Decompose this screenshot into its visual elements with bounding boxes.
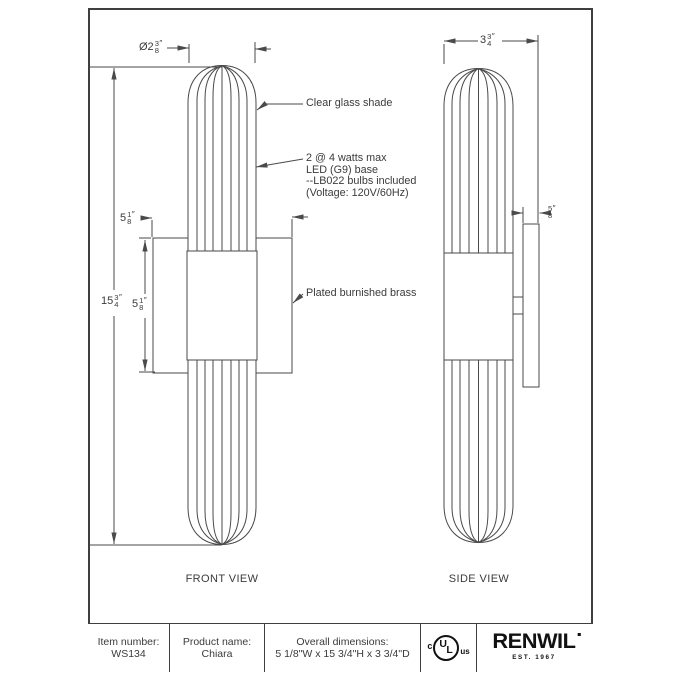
dim-unit: ″ — [491, 32, 495, 41]
ul-circle-icon — [433, 635, 459, 661]
dim-denominator: 4 — [487, 39, 492, 49]
ul-certification-cell — [421, 624, 477, 672]
annotation-bulb-spec — [306, 153, 416, 199]
ul-c-mark: c — [427, 640, 433, 651]
dim-denominator: 8 — [127, 217, 132, 227]
front-view-label: FRONT VIEW — [185, 573, 259, 585]
dim-numerator: 1 — [127, 210, 132, 219]
brand-established: EST. 1967 — [512, 653, 556, 661]
side-arm-connector — [513, 297, 523, 314]
dim-total-height — [101, 294, 122, 308]
dim-backplate-width — [120, 211, 135, 225]
side-view-label: SIDE VIEW — [448, 573, 510, 585]
annotation-brass-finish: Plated burnished brass — [306, 287, 417, 299]
dim-plate-thickness — [547, 205, 556, 219]
cul-us-listed-icon — [427, 635, 469, 661]
dim-denominator: 8 — [139, 303, 144, 313]
dim-numerator: 3 — [487, 32, 492, 41]
dim-whole: 5 — [132, 297, 139, 310]
registered-mark-icon — [578, 633, 581, 636]
side-view-drawing — [444, 69, 539, 543]
annotation-bulb-line: (Voltage: 120V/60Hz) — [306, 186, 409, 199]
annotation-bulb-line: 2 @ 4 watts max — [306, 152, 387, 164]
dim-unit: ″ — [118, 293, 122, 302]
ul-us-mark: us — [460, 646, 470, 656]
dim-denominator: 8 — [154, 46, 159, 56]
dim-backplate-height — [132, 297, 147, 311]
overall-dimensions-value: 5 1/8"W x 15 3/4"H x 3 3/4"D — [275, 648, 410, 660]
dim-unit: ″ — [131, 210, 135, 219]
annotation-bulb-line: --LB022 bulbs included — [306, 175, 417, 188]
dim-whole: 3 — [480, 33, 487, 46]
brand-cell — [477, 624, 591, 672]
product-name-label: Product name: — [182, 635, 252, 648]
brand-wordmark — [492, 629, 576, 653]
dim-denominator: 4 — [114, 300, 119, 310]
annotation-bulb-line: LED (G9) base — [306, 163, 379, 176]
dim-depth — [480, 33, 495, 47]
product-name-value: Chiara — [201, 648, 233, 660]
product-name-cell — [170, 624, 265, 672]
front-view-drawing — [153, 66, 292, 545]
dim-numerator: 5 — [548, 204, 553, 213]
item-number-label: Item number: — [97, 635, 160, 648]
dim-numerator: 3 — [154, 39, 159, 48]
dim-shade-diameter — [139, 40, 162, 54]
annotation-glass-shade: Clear glass shade — [306, 97, 393, 109]
item-number-cell — [88, 624, 170, 672]
dim-unit: ″ — [159, 39, 163, 48]
ul-letter-u: U — [439, 638, 447, 650]
dim-numerator: 3 — [114, 293, 119, 302]
dim-numerator: 1 — [139, 296, 144, 305]
front-brass-body — [187, 251, 257, 360]
overall-dimensions-label: Overall dimensions: — [296, 635, 389, 648]
dim-whole: 5 — [120, 211, 127, 224]
dim-whole: 15 — [101, 294, 114, 307]
ul-letter-l: L — [446, 644, 453, 656]
overall-dimensions-cell — [265, 624, 421, 672]
dim-unit: ″ — [143, 296, 147, 305]
brand-text: RENWIL — [492, 629, 576, 653]
renwil-logo — [492, 629, 576, 665]
dim-unit: ″ — [552, 204, 556, 213]
item-number-value: WS134 — [111, 648, 146, 660]
side-wall-plate — [523, 224, 539, 387]
dim-denominator: 8 — [548, 211, 553, 221]
dim-whole: Ø2 — [139, 40, 154, 53]
side-brass-body — [444, 253, 513, 360]
title-block — [88, 623, 593, 672]
